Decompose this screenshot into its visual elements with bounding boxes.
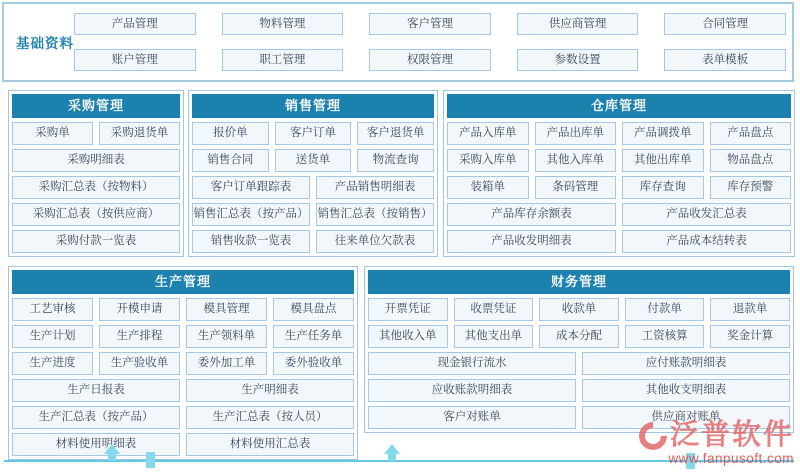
module-button[interactable]: 表单模板 [664,49,786,71]
module-button[interactable]: 生产日报表 [12,379,180,402]
module-button[interactable]: 生产计划 [12,325,93,348]
module-button[interactable]: 材料使用明细表 [12,433,180,456]
module-button[interactable]: 产品入库单 [447,122,529,145]
module-button[interactable]: 付款单 [625,298,705,321]
module-button[interactable]: 产品收发明细表 [447,230,616,253]
module-button[interactable]: 生产排程 [99,325,180,348]
module-button[interactable]: 应付账款明细表 [582,352,790,375]
module-button[interactable]: 开票凭证 [368,298,448,321]
basic-data-section [2,2,794,82]
module-button[interactable]: 生产领料单 [186,325,267,348]
button-row [12,176,180,199]
brand-watermark [639,421,794,466]
module-button[interactable]: 合同管理 [664,13,786,35]
module-button[interactable]: 采购汇总表（按物料） [12,176,180,199]
panel-production [8,266,358,460]
module-button[interactable]: 送货单 [275,149,352,172]
module-button[interactable]: 权限管理 [369,49,491,71]
module-button[interactable]: 销售汇总表（按产品） [192,203,310,226]
module-button[interactable]: 生产验收单 [99,352,180,375]
up-arrow-icon [104,444,120,461]
brand-name: 泛普软件 [669,419,794,451]
module-button[interactable]: 工艺审核 [12,298,93,321]
module-button[interactable]: 物品盘点 [710,149,792,172]
button-row [12,379,354,402]
button-row [12,406,354,429]
module-button[interactable]: 产品收发汇总表 [622,203,791,226]
module-button[interactable]: 产品调拨单 [622,122,704,145]
button-row [12,203,180,226]
panel-warehouse [443,90,795,257]
module-button[interactable]: 销售汇总表（按销售） [316,203,434,226]
module-button[interactable]: 装箱单 [447,176,529,199]
module-button[interactable]: 模具盘点 [273,298,354,321]
button-row [447,176,791,199]
module-button[interactable]: 其他出库单 [622,149,704,172]
button-row [192,230,434,253]
module-button[interactable]: 条码管理 [535,176,617,199]
button-row [192,122,434,145]
basic-data-buttons [74,4,786,80]
module-button[interactable]: 现金银行流水 [368,352,576,375]
module-button[interactable]: 采购退货单 [99,122,180,145]
connector-bar [146,452,155,468]
module-button[interactable]: 产品盘点 [710,122,792,145]
module-button[interactable]: 生产明细表 [186,379,354,402]
module-button[interactable]: 模具管理 [186,298,267,321]
button-row [368,379,790,402]
module-button[interactable]: 供应商对账单 [582,406,790,429]
module-button[interactable]: 采购付款一览表 [12,230,180,253]
module-button[interactable]: 开模申请 [99,298,180,321]
module-button[interactable]: 物流查询 [357,149,434,172]
module-button[interactable]: 成本分配 [539,325,619,348]
button-row [12,298,354,321]
module-button[interactable]: 往来单位欠款表 [316,230,434,253]
panel-title: 财务管理 [368,270,790,294]
module-button[interactable]: 采购明细表 [12,149,180,172]
panel-title: 生产管理 [12,270,354,294]
arrow-stem [388,454,396,461]
module-button[interactable]: 生产汇总表（按人员） [186,406,354,429]
module-button[interactable]: 产品库存余额表 [447,203,616,226]
button-row [447,122,791,145]
button-row [192,149,434,172]
panel-title: 销售管理 [192,94,434,118]
module-button[interactable]: 产品成本结转表 [622,230,791,253]
module-button[interactable]: 工资核算 [625,325,705,348]
button-row [368,325,790,348]
module-button[interactable]: 库存查询 [622,176,704,199]
module-button[interactable]: 生产任务单 [273,325,354,348]
panel-title: 仓库管理 [447,94,791,118]
module-button[interactable]: 参数设置 [517,49,639,71]
module-button[interactable]: 其他入库单 [535,149,617,172]
module-button[interactable]: 奖金计算 [710,325,790,348]
module-button[interactable]: 材料使用汇总表 [186,433,354,456]
basic-data-label: 基础资料 [16,36,74,51]
module-button[interactable]: 其他收支明细表 [582,379,790,402]
module-button[interactable]: 其他收入单 [368,325,448,348]
module-button[interactable]: 客户订单跟踪表 [192,176,310,199]
button-row [447,230,791,253]
button-row [368,298,790,321]
button-row [12,352,354,375]
button-row [192,176,434,199]
module-button[interactable]: 收款单 [539,298,619,321]
brand-url: www.fanpusoft.com [668,451,794,466]
button-row [447,149,791,172]
button-row [447,203,791,226]
module-button[interactable]: 账户管理 [74,49,196,71]
module-button[interactable]: 采购汇总表（按供应商） [12,203,180,226]
module-button[interactable]: 物料管理 [222,13,344,35]
module-button[interactable]: 委外加工单 [186,352,267,375]
module-button[interactable]: 采购单 [12,122,93,145]
button-row [12,149,180,172]
module-button[interactable]: 委外验收单 [273,352,354,375]
module-button[interactable]: 客户管理 [369,13,491,35]
arrow-head [104,444,120,454]
module-button[interactable]: 收票凭证 [454,298,534,321]
module-button[interactable]: 产品销售明细表 [316,176,434,199]
module-button[interactable]: 应收账款明细表 [368,379,576,402]
button-row [368,352,790,375]
module-button[interactable]: 报价单 [192,122,269,145]
module-button[interactable]: 生产汇总表（按产品） [12,406,180,429]
up-arrow-icon [384,444,400,461]
arrow-head [384,444,400,454]
module-button[interactable]: 退款单 [710,298,790,321]
button-row [12,230,180,253]
module-button[interactable]: 客户订单 [275,122,352,145]
module-button[interactable]: 销售合同 [192,149,269,172]
module-button[interactable]: 生产进度 [12,352,93,375]
button-row [192,203,434,226]
panel-purchase [8,90,184,257]
button-row [12,325,354,348]
brand-line [639,421,794,450]
button-row [12,122,180,145]
module-button[interactable]: 客户对账单 [368,406,576,429]
arrow-stem [108,454,116,461]
panel-finance [364,266,794,433]
module-button[interactable]: 客户退货单 [357,122,434,145]
module-button[interactable]: 库存预警 [710,176,792,199]
module-button[interactable]: 产品出库单 [535,122,617,145]
fanpu-logo-icon [633,416,673,456]
module-button[interactable]: 采购入库单 [447,149,529,172]
module-button[interactable]: 供应商管理 [517,13,639,35]
button-row [12,433,354,456]
panel-sales [188,90,438,257]
module-button[interactable]: 职工管理 [222,49,344,71]
module-button[interactable]: 产品管理 [74,13,196,35]
panel-title: 采购管理 [12,94,180,118]
module-button[interactable]: 销售收款一览表 [192,230,310,253]
module-button[interactable]: 其他支出单 [454,325,534,348]
